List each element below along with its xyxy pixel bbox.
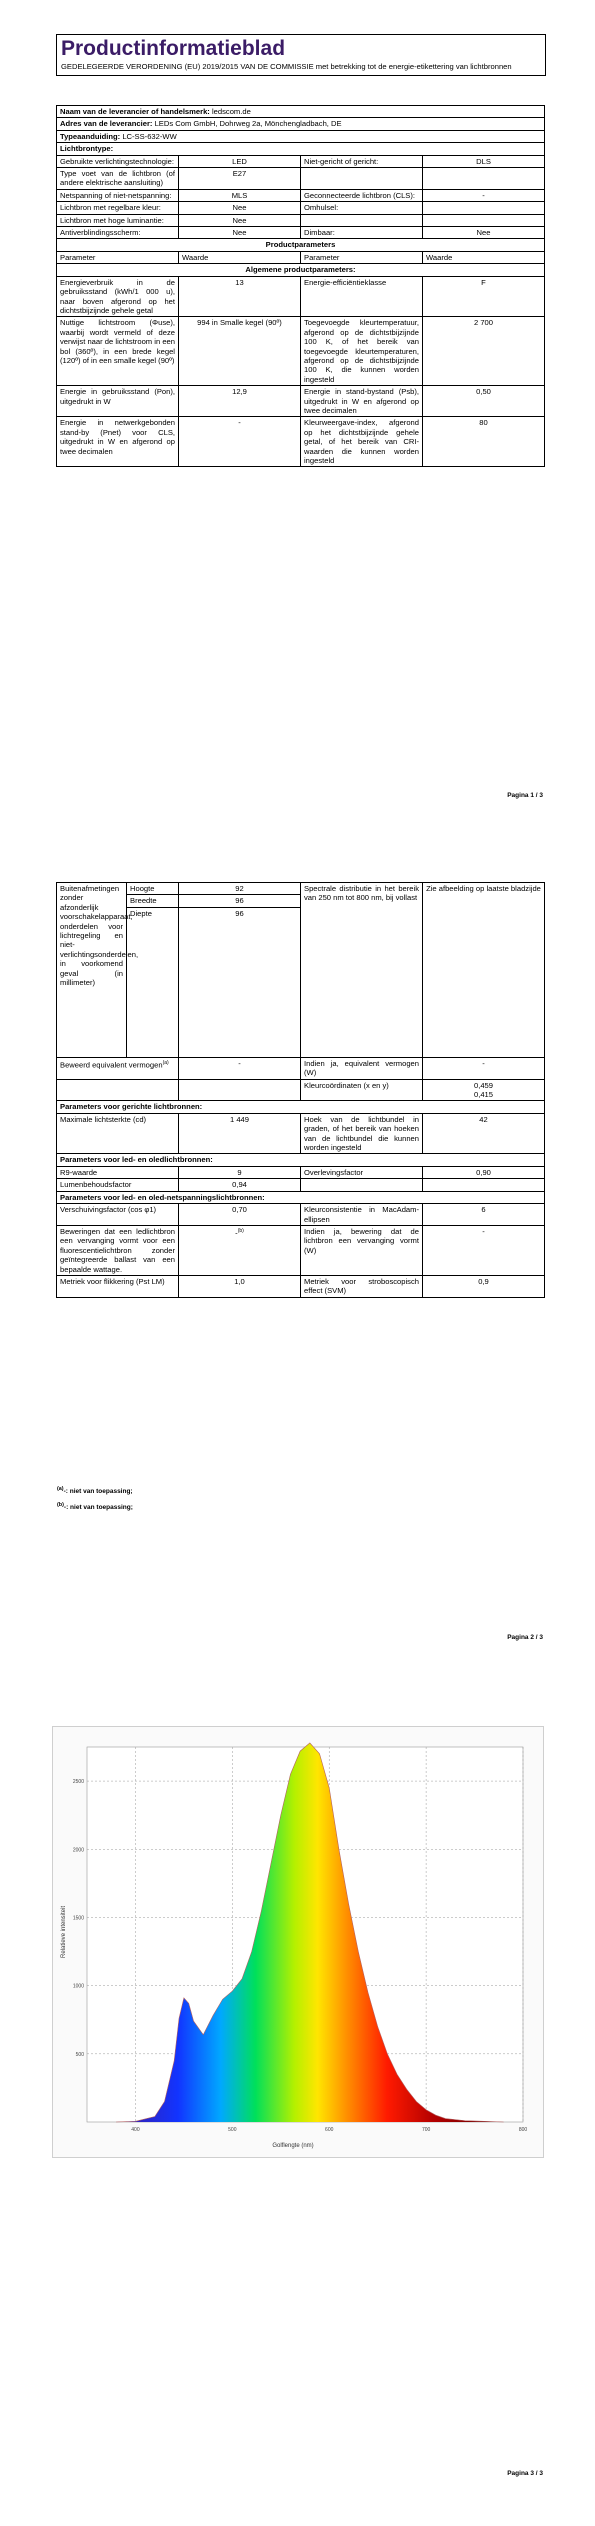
cls-label: Geconnecteerde lichtbron (CLS): <box>301 189 423 201</box>
energy-label: Energieverbruik in de gebruiksstand (kWh/1 000 u), naar boven afgerond op het dichtstbijzijnde gehele getal <box>57 276 179 317</box>
energy-value: 13 <box>179 276 301 317</box>
envelope-value <box>423 202 545 214</box>
supplier-address-row <box>57 118 545 130</box>
col-header-value-1: Waarde <box>179 251 301 263</box>
peak-label: Maximale lichtsterkte (cd) <box>57 1113 179 1154</box>
cri-value: 80 <box>423 417 545 467</box>
chroma-label: Kleurcoördinaten (x en y) <box>301 1079 423 1101</box>
tech-label: Gebruikte verlichtingstechnologie: <box>57 155 179 167</box>
page-1 <box>0 0 595 842</box>
x-tick-label: 400 <box>131 2127 140 2133</box>
page-number-2: Pagina 2 / 3 <box>507 1634 543 1641</box>
width-value: 96 <box>179 895 301 907</box>
params-section-title: Productparameters <box>57 239 545 251</box>
r9-value: 9 <box>179 1166 301 1178</box>
dls-title: Parameters voor gerichte lichtbronnen: <box>57 1101 545 1113</box>
svm-value: 0,9 <box>423 1275 545 1297</box>
model-label: Typeaanduiding: <box>60 131 121 141</box>
dims-label: Buitenafmetingen zonder afzonderlijk voorschakelapparaat, onderdelen voor lichtregeling en niet-verlichtingsonderdelen, in voorkomend geval (in millimeter) <box>57 883 127 1058</box>
mls-title: Parameters voor led- en oled-netspanningslichtbronnen: <box>57 1191 545 1203</box>
replace-value: -$^{(b)}$ <box>179 1225 301 1275</box>
pf-label: Verschuivingsfactor (cos φ1) <box>57 1204 179 1226</box>
peak-value: 1 449 <box>179 1113 301 1154</box>
eqpower-label: Indien ja, equivalent vermogen (W) <box>301 1057 423 1079</box>
x-tick-label: 500 <box>228 2127 237 2133</box>
supplier-name-row <box>57 106 545 118</box>
cap-label: Type voet van de lichtbron (of andere elektrische aansluiting) <box>57 168 179 190</box>
model-row <box>57 130 545 142</box>
psb-label: Energie in stand-bystand (Psb), uitgedrukt in W en afgerond op twee decimalen <box>301 386 423 417</box>
page-number-1: Pagina 1 / 3 <box>507 792 543 799</box>
beam-label: Hoek van de lichtbundel in graden, of het bereik van hoeken van de lichtbundel die kunnen worden ingesteld <box>301 1113 423 1154</box>
supplier-address-value: LEDs Com GmbH, Dohrweg 2a, Mönchengladbach, DE <box>154 119 342 129</box>
page-2 <box>0 842 595 1684</box>
dimmable-label: Dimbaar: <box>301 227 423 239</box>
chroma-values: 0,459 0,415 <box>423 1079 545 1101</box>
col-header-param-1: Parameter <box>57 251 179 263</box>
x-axis-label: Golflengte (nm) <box>272 2143 314 2149</box>
highlum-label: Lichtbron met hoge luminantie: <box>57 214 179 226</box>
y-tick-label: 2000 <box>72 1847 84 1854</box>
pf-value: 0,70 <box>179 1204 301 1226</box>
flicker-label: Metriek voor flikkering (Pst LM) <box>57 1275 179 1297</box>
replace-label-2: Indien ja, bewering dat de lichtbron een vervanging vormt (W) <box>301 1225 423 1275</box>
cap-value: E27 <box>179 168 301 190</box>
y-tick-label: 1500 <box>72 1915 84 1922</box>
ndls-label: Niet-gericht of gericht: <box>301 155 423 167</box>
height-value: 92 <box>179 883 301 895</box>
spd-label: Spectrale distributie in het bereik van 250 nm tot 800 nm, bij vollast <box>301 883 423 1058</box>
eqpower-value: - <box>423 1057 545 1079</box>
surv-label: Overlevingsfactor <box>301 1166 423 1178</box>
cct-value: 2 700 <box>423 317 545 386</box>
general-params-title: Algemene productparameters: <box>57 264 545 276</box>
supplier-address-label: Adres van de leverancier: <box>60 119 153 129</box>
color-label: Lichtbron met regelbare kleur: <box>57 202 179 214</box>
x-tick-label: 700 <box>421 2127 431 2133</box>
col-header-value-2: Waarde <box>423 251 545 263</box>
antiglare-value: Nee <box>179 227 301 239</box>
product-info-table-continued <box>56 882 545 1298</box>
eclass-label: Energie-efficiëntieklasse <box>301 276 423 317</box>
y-tick-label: 500 <box>75 2051 84 2058</box>
claim-value: - <box>179 1057 301 1079</box>
y-axis-label: Relatieve intensiteit <box>61 1905 67 1959</box>
col-header-param-2: Parameter <box>301 251 423 263</box>
flux-value: 994 in Smalle kegel (90º) <box>179 317 301 386</box>
flux-label: Nuttige lichtstroom (Φuse), waarbij wordt vermeld of deze verwijst naar de lichtstroom in een bol (360º), in een brede kegel (120º) of in een smalle kegel (90º) <box>57 317 179 386</box>
cls-value: - <box>423 189 545 201</box>
svm-label: Metriek voor stroboscopisch effect (SVM) <box>301 1275 423 1297</box>
cri-label: Kleurweergave-index, afgerond op het dichtstbijzijnde gehele getal, of het bereik van CRI-waarden die kunnen worden ingesteld <box>301 417 423 467</box>
spd-value: Zie afbeelding op laatste bladzijde <box>423 883 545 1058</box>
mains-value: MLS <box>179 189 301 201</box>
pon-label: Energie in gebruiksstand (Pon), uitgedrukt in W <box>57 386 179 417</box>
y-tick-label: 2500 <box>72 1779 84 1786</box>
antiglare-label: Antiverblindingsscherm: <box>57 227 179 239</box>
surv-value: 0,90 <box>423 1166 545 1178</box>
page-number-3: Pagina 3 / 3 <box>507 2470 543 2477</box>
beam-value: 42 <box>423 1113 545 1154</box>
x-tick-label: 600 <box>325 2127 334 2133</box>
pon-value: 12,9 <box>179 386 301 417</box>
macadam-value: 6 <box>423 1204 545 1226</box>
product-info-table <box>56 105 545 467</box>
tech-value: LED <box>179 155 301 167</box>
spectral-distribution-chart <box>52 1726 544 2158</box>
document-header <box>56 34 546 76</box>
lamp-type-label: Lichtbrontype: <box>60 144 114 154</box>
y-tick-label: 1000 <box>72 1983 84 1990</box>
height-label: Hoogte <box>127 883 179 895</box>
supplier-name-label: Naam van de leverancier of handelsmerk: <box>60 107 210 116</box>
footnote-b: $^{(b)}$-: niet van toepassing; <box>57 1502 133 1512</box>
document-title: Productinformatieblad <box>61 37 286 60</box>
eclass-value: F <box>423 276 545 317</box>
r9-label: R9-waarde <box>57 1166 179 1178</box>
lumen-value: 0,94 <box>179 1179 301 1191</box>
lumen-label: Lumenbehoudsfactor <box>57 1179 179 1191</box>
supplier-name-value: ledscom.de <box>211 107 251 116</box>
color-value: Nee <box>179 202 301 214</box>
replace-value-2: - <box>423 1225 545 1275</box>
model-value: LC-SS-632-WW <box>122 131 177 141</box>
pnet-value: - <box>179 417 301 467</box>
replace-label: Beweringen dat een ledlichtbron een vervanging vormt voor een fluorescentielichtbron zonder geïntegreerde ballast van een bepaalde wattage. <box>57 1225 179 1275</box>
depth-value: 96 <box>179 907 301 1057</box>
lamp-type-row <box>57 143 545 155</box>
flicker-value: 1,0 <box>179 1275 301 1297</box>
mains-label: Netspanning of niet-netspanning: <box>57 189 179 201</box>
dimmable-value: Nee <box>423 227 545 239</box>
highlum-value: Nee <box>179 214 301 226</box>
cct-label: Toegevoegde kleurtemperatuur, afgerond op de dichtstbijzijnde 100 K, of het bereik van toegevoegde kleurtemperaturen, afgerond op de dichtstbijzijnde 100 K, die kunnen worden ingesteld <box>301 317 423 386</box>
width-label: Breedte <box>127 895 179 907</box>
spectrum-svg <box>53 1727 543 2157</box>
footnote-a: $^{(a)}$-: niet van toepassing; <box>57 1486 133 1496</box>
claim-label: Beweerd equivalent vermogen$^{(a)}$ <box>57 1057 179 1079</box>
envelope-label: Omhulsel: <box>301 202 423 214</box>
macadam-label: Kleurconsistentie in MacAdam-ellipsen <box>301 1204 423 1226</box>
psb-value: 0,50 <box>423 386 545 417</box>
ndls-value: DLS <box>423 155 545 167</box>
led-title: Parameters voor led- en oledlichtbronnen: <box>57 1154 545 1166</box>
depth-label: Diepte <box>127 907 179 1057</box>
pnet-label: Energie in netwerkgebonden stand-by (Pnet) voor CLS, uitgedrukt in W en afgerond op twee decimalen <box>57 417 179 467</box>
document-subtitle: GEDELEGEERDE VERORDENING (EU) 2019/2015 VAN DE COMMISSIE met betrekking tot de energie-etikettering van lichtbronnen <box>61 62 512 71</box>
x-tick-label: 800 <box>518 2127 528 2133</box>
